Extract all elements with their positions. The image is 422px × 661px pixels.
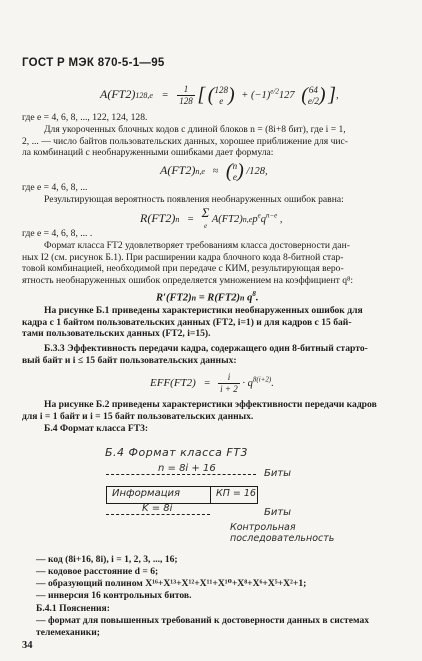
paragraph-line: тами пользовательских данных (FT2, i=15). xyxy=(22,328,211,339)
figure-bits-bottom: Биты xyxy=(264,507,292,518)
where-clause-2: где e = 4, 6, 8, ... xyxy=(22,182,88,193)
note-line: телемеханики; xyxy=(36,626,100,638)
formula-r-ft2-n: R(FT2)n = Σ e $A(FT2)n,ep^eq^{n-e}$ , xyxy=(140,205,283,230)
figure-k-label: K = 8i xyxy=(142,503,173,514)
formula-a-ft2-128: A(FT2)128,e = 1 128 [ (128 e ) + $(-1)^{e/2}127$ (64 e/2) ], xyxy=(100,84,339,106)
page-number: 34 xyxy=(22,640,33,651)
formula-r-prime: R′(FT2)n = R(FT2)n $q^8$. xyxy=(156,290,259,304)
paragraph-line: На рисунке Б.1 приведены характеристики необнаруженных ошибок для xyxy=(44,305,363,316)
figure-caption xyxy=(230,522,334,544)
paragraph-line: 2, ... — число байтов пользовательских данных, хорошее приближение для чис- xyxy=(22,135,348,147)
paragraph-line: ятность необнаруженных ошибок определяется умножением на коэффициент q⁸: xyxy=(22,274,354,286)
figure-bits-top: Биты xyxy=(264,468,292,479)
section-heading-b4: Б.4 Формат класса FT3: xyxy=(44,423,149,434)
k-dimension-line xyxy=(106,514,210,515)
list-item: — код (8i+16, 8i), i = 1, 2, 3, ..., 16; xyxy=(36,554,178,565)
n-dimension-line xyxy=(106,474,256,475)
note-line: — формат для повышенных требований к достоверности данных в системах xyxy=(36,615,370,626)
paragraph-line: для i = 1 байт и i = 15 байт пользовательских данных. xyxy=(22,410,254,422)
paragraph-line: Для укороченных блочных кодов с длиной блоков n = (8i+8 бит), где i = 1, xyxy=(44,124,346,135)
paragraph-b33-efficiency xyxy=(22,343,400,366)
list-item: — инверсия 16 контрольных битов. xyxy=(36,590,192,601)
where-clause-3: где e = 4, 6, 8, ... . xyxy=(22,228,93,239)
paragraph-line: ла комбинаций с необнаруженными ошибками дает формула: xyxy=(22,147,274,158)
paragraph-shortened-codes xyxy=(22,124,402,159)
paragraph-line: На рисунке Б.2 приведены характеристики эффективности передачи кадров xyxy=(44,399,377,410)
frame-kp-field: КП = 16 xyxy=(216,488,256,499)
frame-info-field: Информация xyxy=(112,488,181,499)
figure-n-label: n = 8i + 16 xyxy=(158,463,216,474)
figure-title: Б.4 Формат класса FT3 xyxy=(105,446,248,459)
paragraph-ft2-class xyxy=(22,240,400,286)
section-heading-b41: Б.4.1 Пояснения: xyxy=(36,603,110,614)
paragraph-line: Формат класса FT2 удовлетворяет требованиям класса достоверности дан- xyxy=(44,240,350,251)
frame-divider xyxy=(210,486,211,503)
list-item: — кодовое расстояние d = 6; xyxy=(36,566,159,577)
where-clause-1: где e = 4, 6, 8, ..., 122, 124, 128. xyxy=(22,112,148,123)
paragraph-figure-b1 xyxy=(22,305,400,340)
formula-eff: EFF(FT2) = i $i + 2 \cdot q^{8(i+2)}$. xyxy=(150,372,274,394)
code-properties-list xyxy=(36,554,306,602)
caption-line: последовательность xyxy=(230,533,335,544)
note-item xyxy=(36,615,369,638)
list-item: — образующий полином X¹⁶+X¹³+X¹²+X¹¹+X¹⁰+X⁸+X⁶+X⁵+X²+1; xyxy=(36,578,307,589)
formula-a-ft2-ne: A(FT2)n,e ≈ (n e) /128, xyxy=(160,160,268,182)
paragraph-line: ных I2 (см. рисунок Б.1). При расширении кадра блочного кода 8-битной стар- xyxy=(22,251,344,263)
paragraph-line: Б.3.3 Эффективность передачи кадра, содержащего один 8-битный старто- xyxy=(44,343,368,354)
caption-line: Контрольная xyxy=(230,522,296,533)
page-header: ГОСТ Р МЭК 870-5-1—95 xyxy=(22,57,165,69)
paragraph-line: кадра с 1 байтом пользовательских данных (FT2, i=1) и для кадров с 15 бай- xyxy=(22,316,352,328)
paragraph-figure-b2 xyxy=(22,399,400,422)
paragraph-probability: Результирующая вероятность появления необнаруженных ошибок равна: xyxy=(44,194,344,205)
paragraph-line: товой комбинацией, необходимой при передаче с КИМ, результирующая веро- xyxy=(22,263,344,274)
paragraph-line: вый байт и i ≤ 15 байт пользовательских данных: xyxy=(22,354,237,366)
